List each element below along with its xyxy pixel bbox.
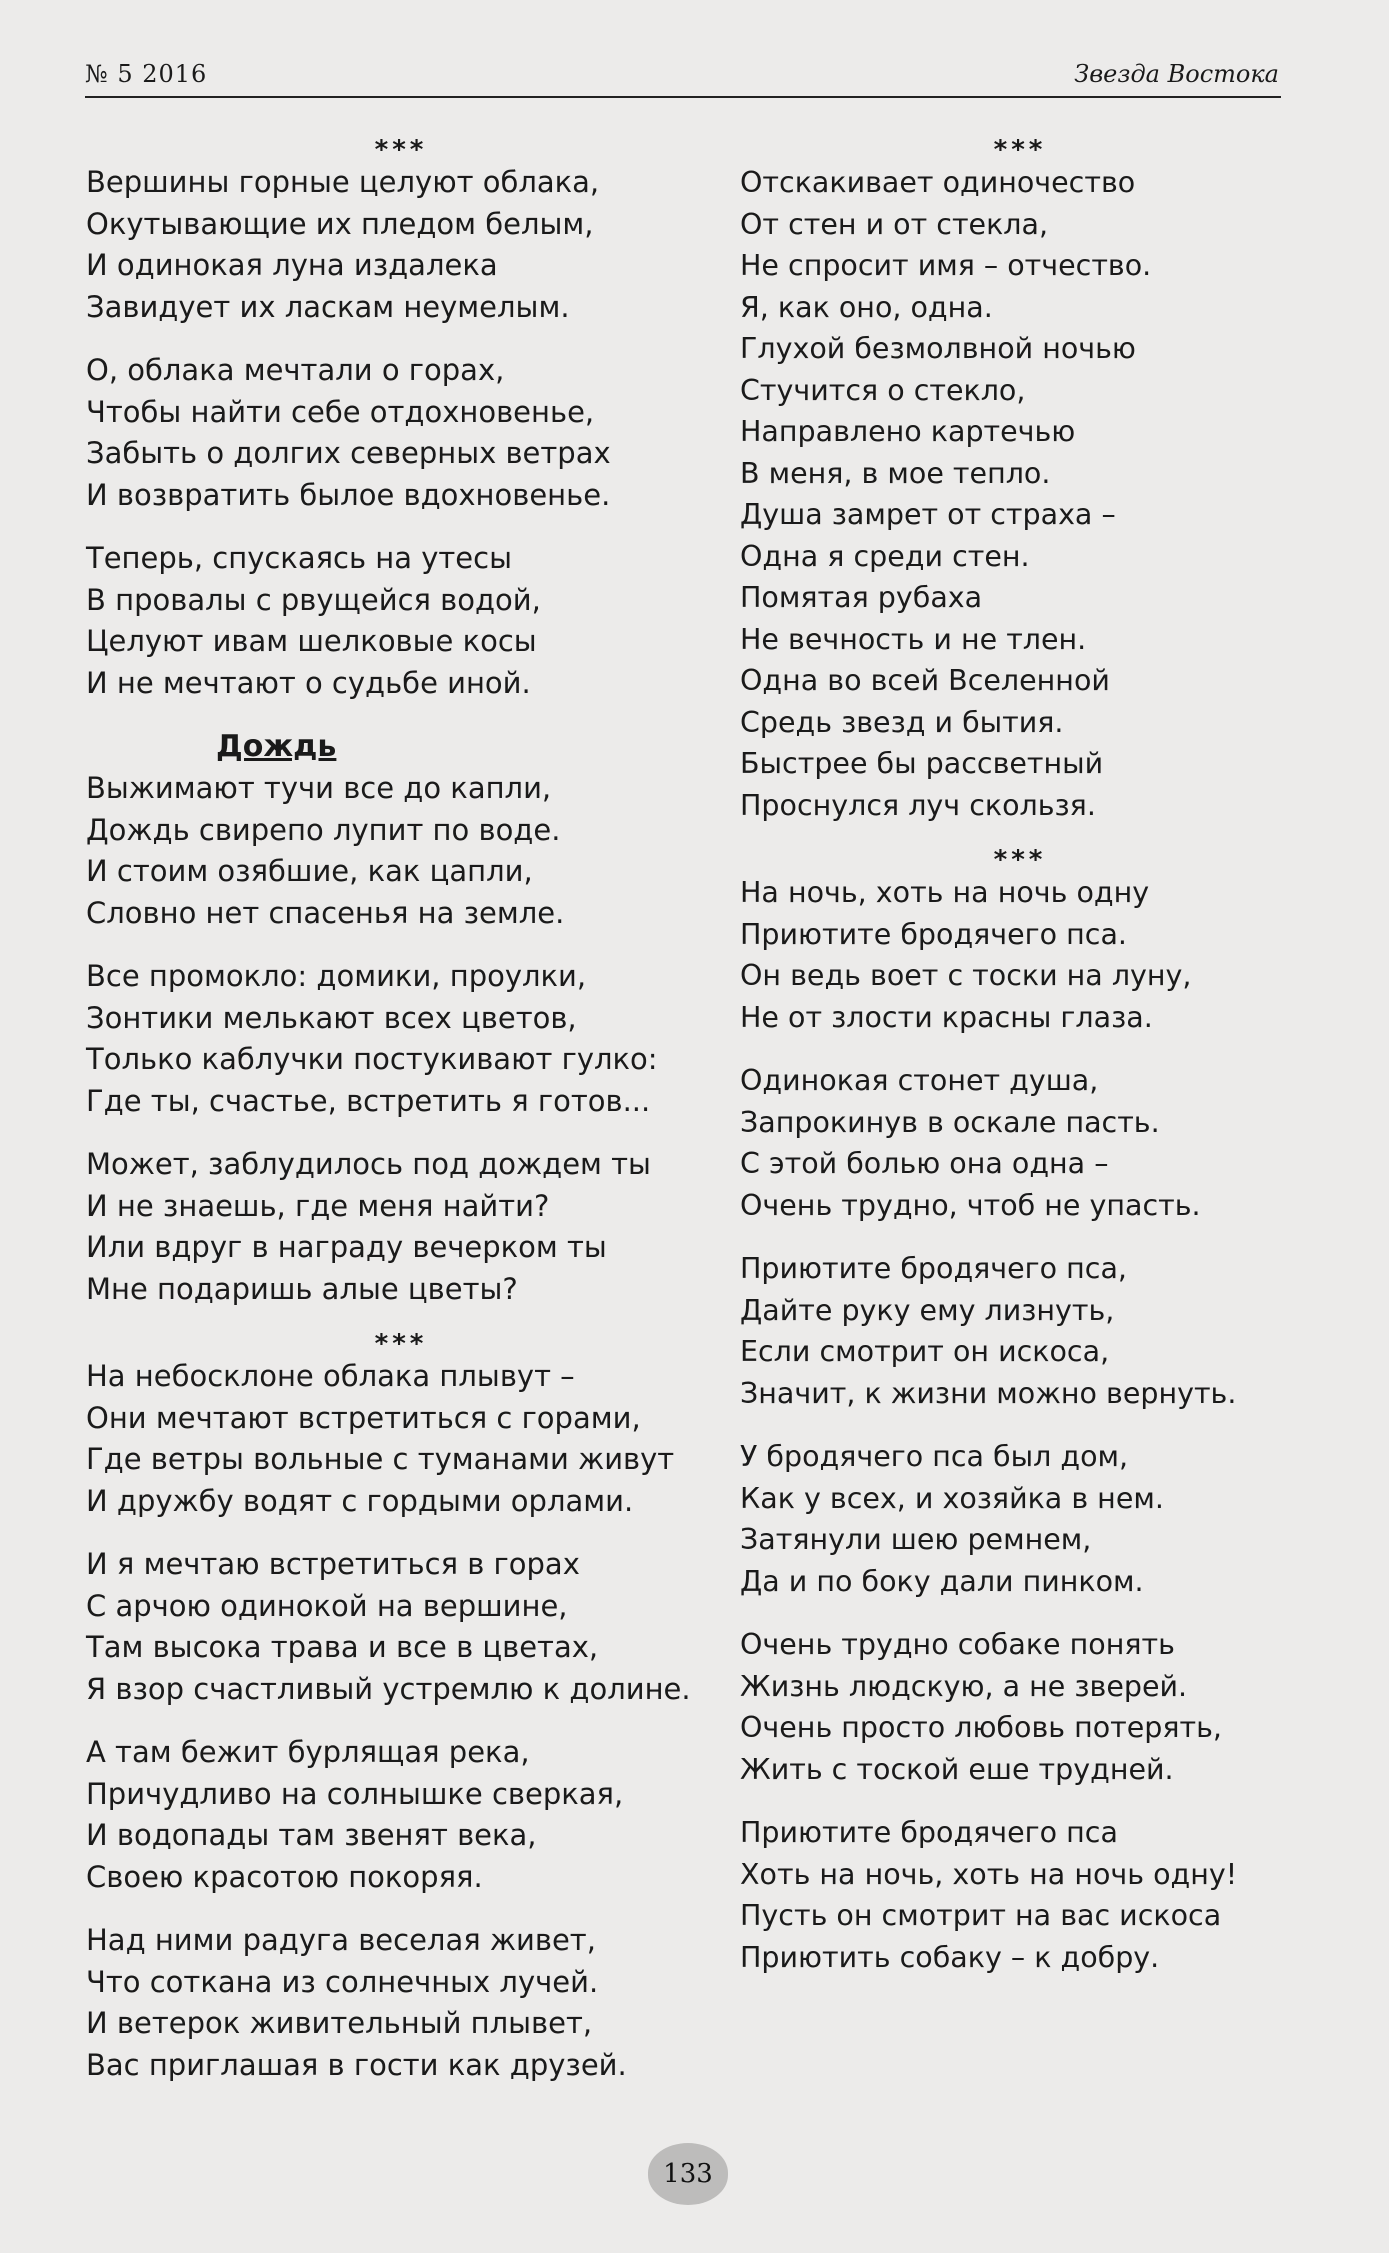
page-number: 133 [648,2143,728,2205]
poem-line: Очень просто любовь потерять, [740,1711,1222,1744]
poem-line: Окутывающие их пледом белым, [86,206,594,241]
poem-line: Над ними радуга веселая живет, [86,1923,596,1957]
poem-line: Не спросит имя – отчество. [740,249,1152,282]
poem-line: И одинокая луна издалека [86,248,498,282]
poem-line: Затянули шею ремнем, [740,1523,1092,1556]
poem-line: Проснулся луч скользя. [740,788,1096,822]
poem-line: И дружбу водят с гордыми орлами. [86,1483,634,1518]
poem-line: Очень трудно собаке понять [740,1628,1175,1661]
poem-line: Помятая рубаха [740,581,983,614]
poem-line: Не вечность и не тлен. [740,622,1087,656]
stanza [86,1144,686,1310]
stanza [86,1544,691,1710]
poem-line: Жить с тоской еше трудней. [740,1752,1174,1786]
poem-line: А там бежит бурлящая река, [86,1735,530,1769]
poem-loneliness [740,135,1300,826]
left-column [86,135,691,2108]
poem-line: Я взор счастливый устремлю к долине. [86,1671,691,1706]
poem-line: Все промокло: домики, проулки, [86,959,587,993]
stanza [86,350,686,516]
stars-separator: *** [993,845,1047,875]
poem-line: Отскакивает одиночество [740,166,1136,199]
poem-line: Вершины горные целуют облака, [86,165,600,199]
poem-line: Завидует их ласкам неумелым. [86,289,570,324]
right-column [740,135,1300,2000]
poem-line: Где ветры вольные с туманами живут [86,1442,675,1476]
stars-separator: *** [993,135,1047,165]
poem-line: Зонтики мелькают всех цветов, [86,1000,577,1035]
poem-line: На ночь, хоть на ночь одну [740,876,1150,909]
poem-line: Если смотрит он искоса, [740,1335,1110,1368]
issue-number: № 5 2016 [85,60,208,88]
poem-line: Где ты, счастье, встретить я готов... [86,1083,651,1118]
poem-line: Средь звезд и бытия. [740,705,1064,739]
poem-line: Вас приглашая в гости как друзей. [86,2047,627,2082]
poem-line: Пусть он смотрит на вас искоса [740,1899,1222,1932]
poem-line: Одинокая стонет душа, [740,1064,1099,1097]
stanza [86,538,686,704]
poem-line: Причудливо на солнышке сверкая, [86,1776,624,1811]
stars-separator: *** [374,1329,428,1359]
stanza [86,768,686,934]
poem-line: Одна я среди стен. [740,539,1030,573]
poem-line: Направлено картечью [740,415,1076,448]
poem-line: Я, как оно, одна. [740,290,993,324]
poem-line: С этой болью она одна – [740,1147,1109,1180]
stanza [86,1732,686,1898]
poem-line: Приютите бродячего пса. [740,917,1127,951]
poem-clouds-mountains [86,135,686,704]
poem-line: И ветерок живительный плывет, [86,2006,593,2040]
poem-clouds-sky [86,1329,691,2086]
poem-line: Запрокинув в оскале пасть. [740,1105,1160,1139]
poem-line: Дайте руку ему лизнуть, [740,1293,1115,1327]
poem-line: Значит, к жизни можно вернуть. [740,1376,1237,1410]
stanza [86,1356,686,1522]
poem-line: Он ведь воет с тоски на луну, [740,959,1192,992]
journal-title: Звезда Востока [1074,60,1279,88]
poem-line: Очень трудно, чтоб не упасть. [740,1188,1201,1222]
poem-line: Мне подаришь алые цветы? [86,1271,518,1306]
poem-line: Или вдруг в награду вечерком ты [86,1230,607,1264]
stanza [740,872,1300,1038]
poem-line: Целуют ивам шелковые косы [86,624,537,658]
poem-stray-dog [740,845,1300,1978]
poem-line: Там высока трава и все в цветах, [86,1630,599,1664]
poem-line: Глухой безмолвной ночью [740,332,1136,365]
poem-line: Своею красотою покоряя. [86,1859,483,1894]
poem-title: Дождь [216,729,337,764]
poem-line: Приютите бродячего пса, [740,1252,1127,1285]
poem-line: Забыть о долгих северных ветрах [86,436,611,470]
stanza [740,1436,1300,1602]
poem-line: С арчою одинокой на вершине, [86,1588,568,1623]
poem-line: И не мечтают о судьбе иной. [86,665,531,700]
poem-line: Приютить собаку – к добру. [740,1940,1160,1974]
poem-line: Жизнь людскую, а не зверей. [740,1669,1188,1703]
poem-line: От стен и от стекла, [740,207,1049,241]
stanza [740,1060,1300,1226]
stanza [86,162,686,328]
poem-line: Не от злости красны глаза. [740,1000,1153,1034]
poem-line: В провалы с рвущейся водой, [86,582,541,617]
poem-line: Дождь свирепо лупит по воде. [86,812,561,847]
stanza [740,1248,1300,1414]
stanza [86,1920,686,2086]
poem-line: И стоим озябшие, как цапли, [86,854,533,888]
poem-line: Они мечтают встретиться с горами, [86,1400,641,1435]
poem-line: Теперь, спускаясь на утесы [86,541,512,575]
header-divider [85,96,1281,98]
poem-line: Чтобы найти себе отдохновенье, [86,394,595,429]
poem-line: Может, заблудилось под дождем ты [86,1147,651,1181]
poem-line: И водопады там звенят века, [86,1818,537,1852]
poem-line: О, облака мечтали о горах, [86,353,505,387]
poem-line: Как у всех, и хозяйка в нем. [740,1481,1164,1515]
poem-line: Приютите бродячего пса [740,1816,1118,1849]
poem-line: Что соткана из солнечных лучей. [86,1964,599,1999]
poem-line: В меня, в мое тепло. [740,456,1051,490]
poem-line: Одна во всей Вселенной [740,664,1110,697]
poem-rain [86,726,686,1310]
poem-line: Да и по боку дали пинком. [740,1564,1144,1598]
poem-line: Хоть на ночь, хоть на ночь одну! [740,1857,1238,1891]
stanza [86,956,686,1122]
poem-line: Выжимают тучи все до капли, [86,771,552,805]
stanza [740,1812,1300,1978]
stanza [740,1624,1300,1790]
stars-separator: *** [374,135,428,165]
poem-line: Только каблучки постукивают гулко: [86,1042,658,1076]
poem-line: Словно нет спасенья на земле. [86,895,565,930]
poem-line: И не знаешь, где меня найти? [86,1188,550,1223]
poem-line: У бродячего пса был дом, [740,1440,1129,1473]
poem-line: И я мечтаю встретиться в горах [86,1547,580,1581]
poem-line: Душа замрет от страха – [740,498,1116,531]
poem-line: Стучится о стекло, [740,373,1026,407]
poem-line: На небосклоне облака плывут – [86,1359,575,1393]
poem-line: Быстрее бы рассветный [740,747,1104,780]
poem-line: И возвратить былое вдохновенье. [86,477,611,512]
stanza [740,162,1300,826]
